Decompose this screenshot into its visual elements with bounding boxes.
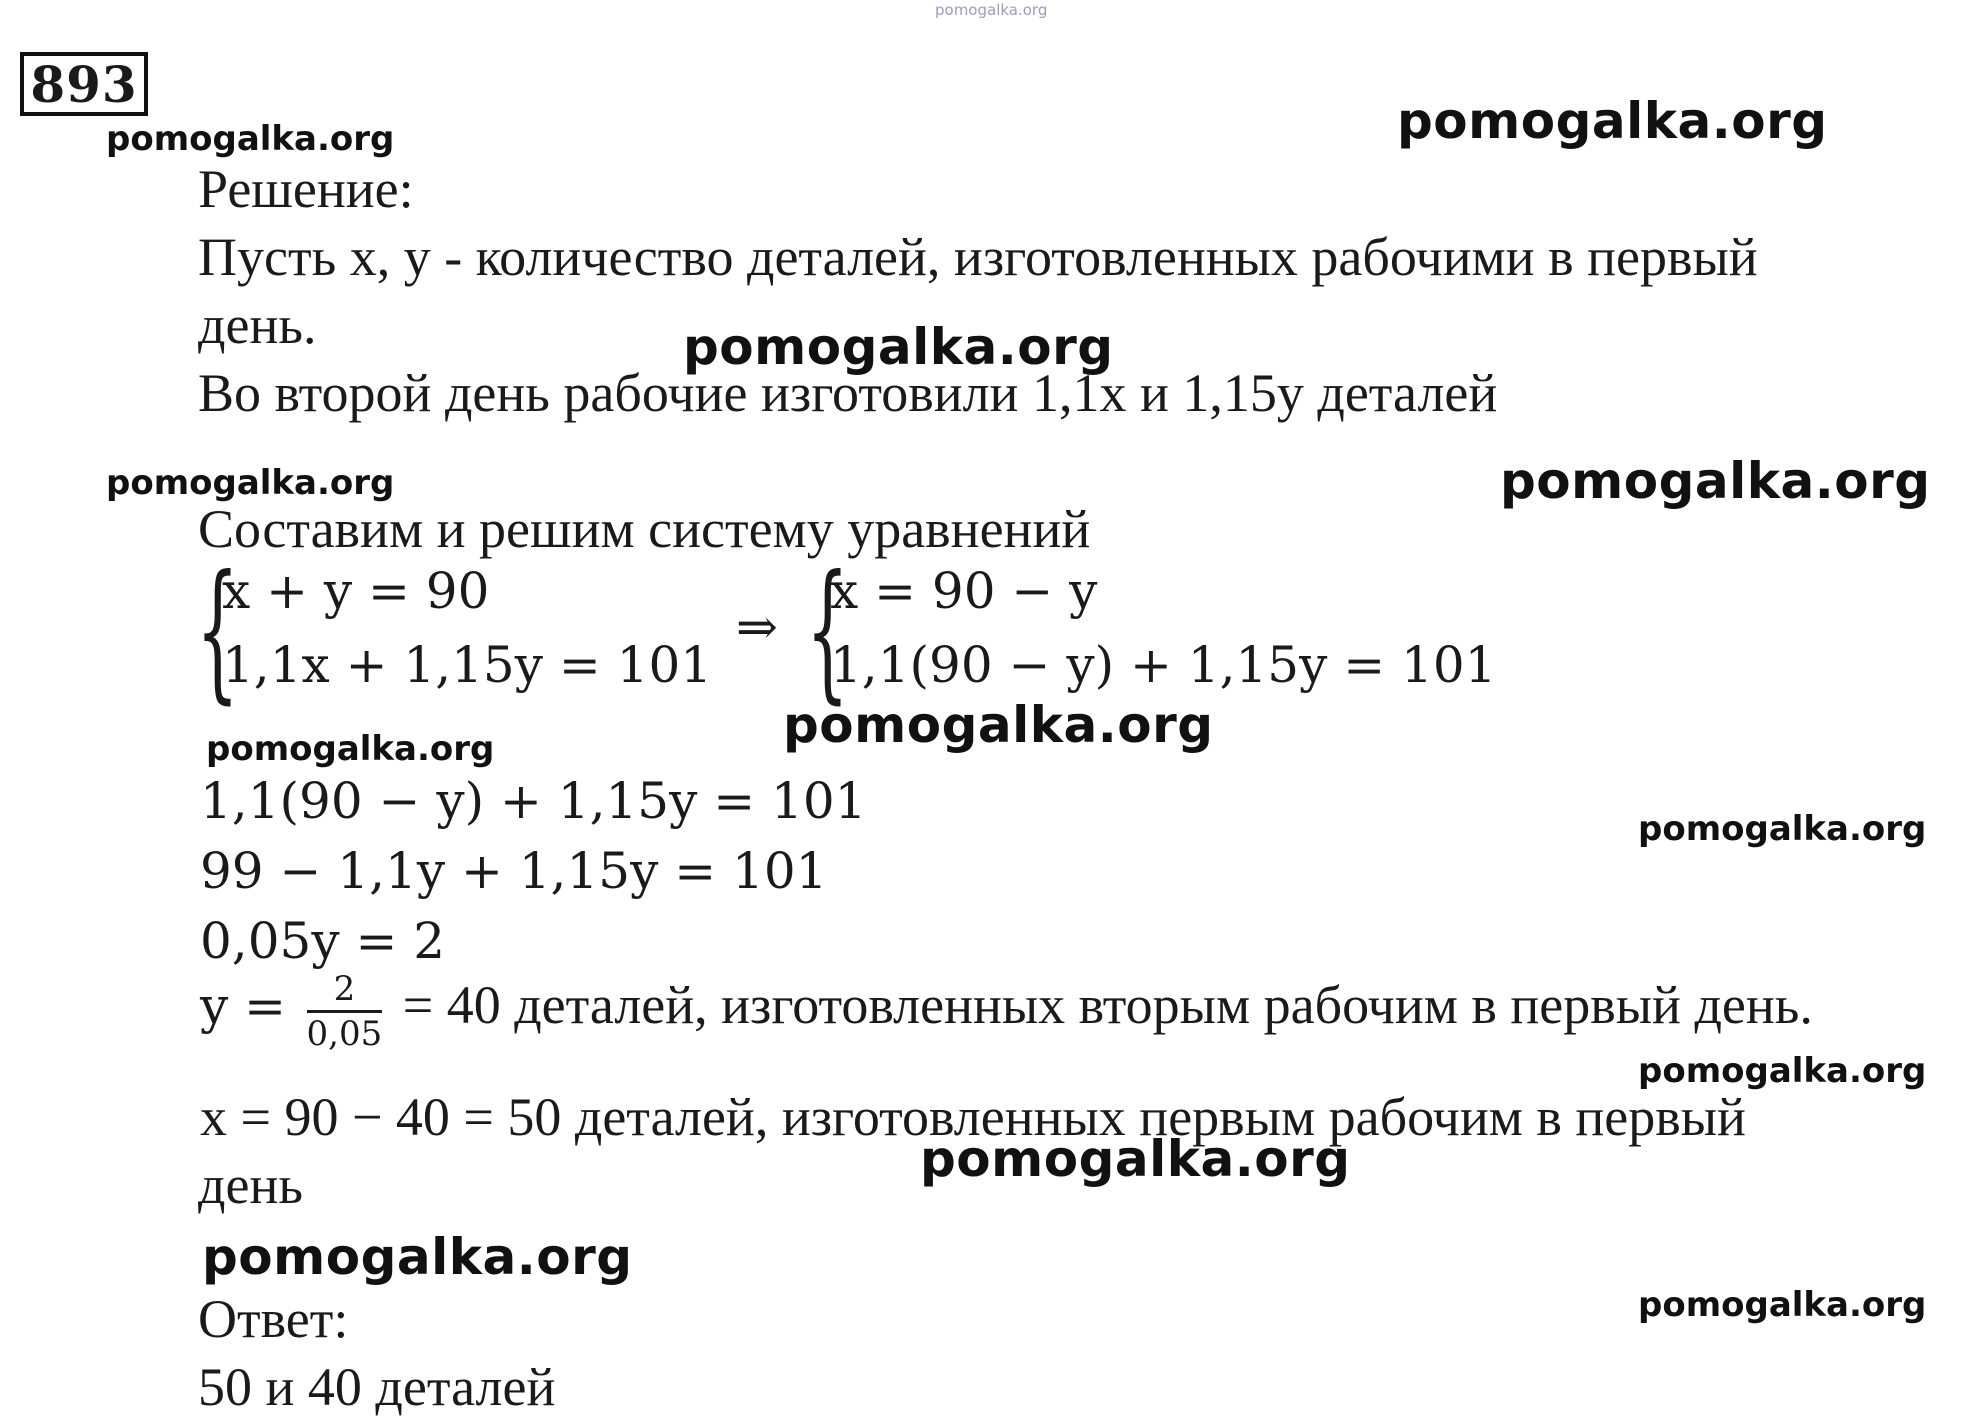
y-line xyxy=(200,969,1813,1054)
answer-text: 50 и 40 деталей xyxy=(198,1357,556,1417)
x-line-cont: день xyxy=(198,1155,303,1215)
solution-heading: Решение: xyxy=(198,159,414,219)
watermark: pomogalka.org xyxy=(1500,452,1931,510)
watermark: pomogalka.org xyxy=(783,696,1214,754)
fraction-denominator: 0,05 xyxy=(306,1014,383,1054)
system-intro: Составим и решим систему уравнений xyxy=(198,499,1091,559)
watermark: pomogalka.org xyxy=(683,318,1114,376)
y-rest: = 40 деталей, изготовленных вторым рабочим в первый день. xyxy=(402,974,1813,1035)
fraction xyxy=(306,969,383,1054)
right-brace: { xyxy=(806,544,849,718)
watermark-top: pomogalka.org xyxy=(935,1,1048,19)
equation: x = 90 − y xyxy=(830,562,1098,620)
solution-line: день. xyxy=(198,295,317,355)
watermark: pomogalka.org xyxy=(1397,92,1828,150)
watermark: pomogalka.org xyxy=(202,1228,633,1286)
solution-line: Во второй день рабочие изготовили 1,1x и 1,15y деталей xyxy=(198,363,1498,423)
watermark: pomogalka.org xyxy=(920,1130,1351,1188)
step: 1,1(90 − y) + 1,15y = 101 xyxy=(200,772,867,830)
watermark: pomogalka.org xyxy=(206,729,495,769)
left-brace: { xyxy=(196,544,239,718)
equation: 1,1x + 1,15y = 101 xyxy=(222,636,713,694)
solution-line: Пусть x, y - количество деталей, изготовленных рабочими в первый xyxy=(198,227,1758,287)
answer-heading: Ответ: xyxy=(198,1289,349,1349)
equation: x + y = 90 xyxy=(222,562,490,620)
y-lhs: y = xyxy=(200,976,287,1035)
watermark: pomogalka.org xyxy=(106,119,395,159)
x-line: x = 90 − 40 = 50 деталей, изготовленных первым рабочим в первый xyxy=(200,1087,1746,1147)
fraction-numerator: 2 xyxy=(307,972,383,1013)
implies-arrow: ⇒ xyxy=(736,598,778,656)
problem-number: 893 xyxy=(20,52,148,116)
watermark: pomogalka.org xyxy=(106,463,395,503)
watermark: pomogalka.org xyxy=(1638,1051,1927,1091)
watermark: pomogalka.org xyxy=(1638,1285,1927,1325)
equation: 1,1(90 − y) + 1,15y = 101 xyxy=(830,636,1497,694)
watermark: pomogalka.org xyxy=(1638,809,1927,849)
step: 0,05y = 2 xyxy=(200,912,446,970)
step: 99 − 1,1y + 1,15y = 101 xyxy=(200,842,828,900)
